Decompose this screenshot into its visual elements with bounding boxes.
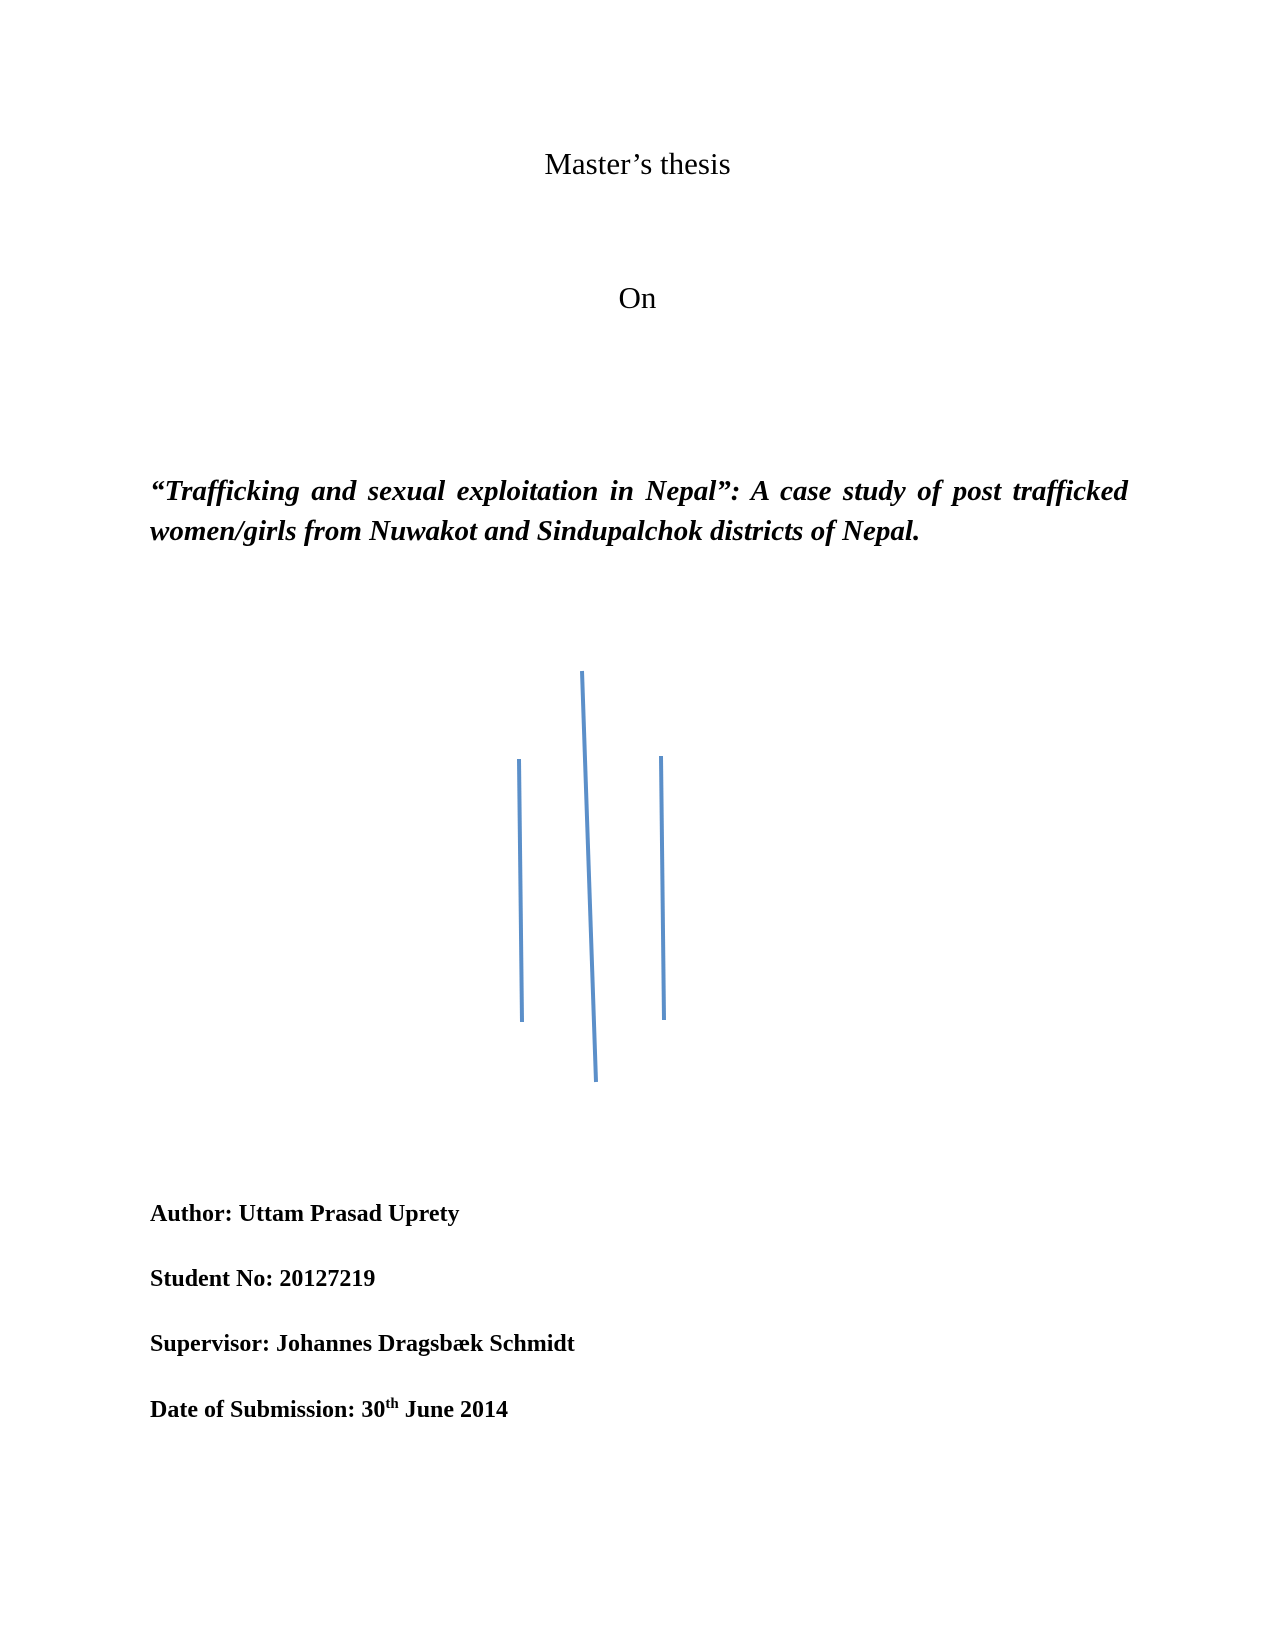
decorative-line-center (582, 671, 596, 1082)
document-heading: Master’s thesis (544, 146, 731, 181)
decorative-line-right (661, 756, 664, 1020)
submission-date-line (150, 1396, 508, 1424)
date-ordinal: th (385, 1396, 399, 1412)
decorative-line-left (519, 759, 522, 1022)
supervisor-line: Supervisor: Johannes Dragsbæk Schmidt (150, 1331, 575, 1357)
thesis-title: “Trafficking and sexual exploitation in Nepal”: A case study of post trafficked women/girls from Nuwakot and Sindupalchok districts of Nepal. (150, 475, 1128, 547)
date-prefix: Date of Submission: 30 (150, 1397, 386, 1423)
document-subheading: On (618, 280, 657, 315)
author-line: Author: Uttam Prasad Uprety (150, 1201, 460, 1227)
date-suffix: June 2014 (398, 1397, 509, 1423)
student-number-line: Student No: 20127219 (150, 1266, 376, 1292)
